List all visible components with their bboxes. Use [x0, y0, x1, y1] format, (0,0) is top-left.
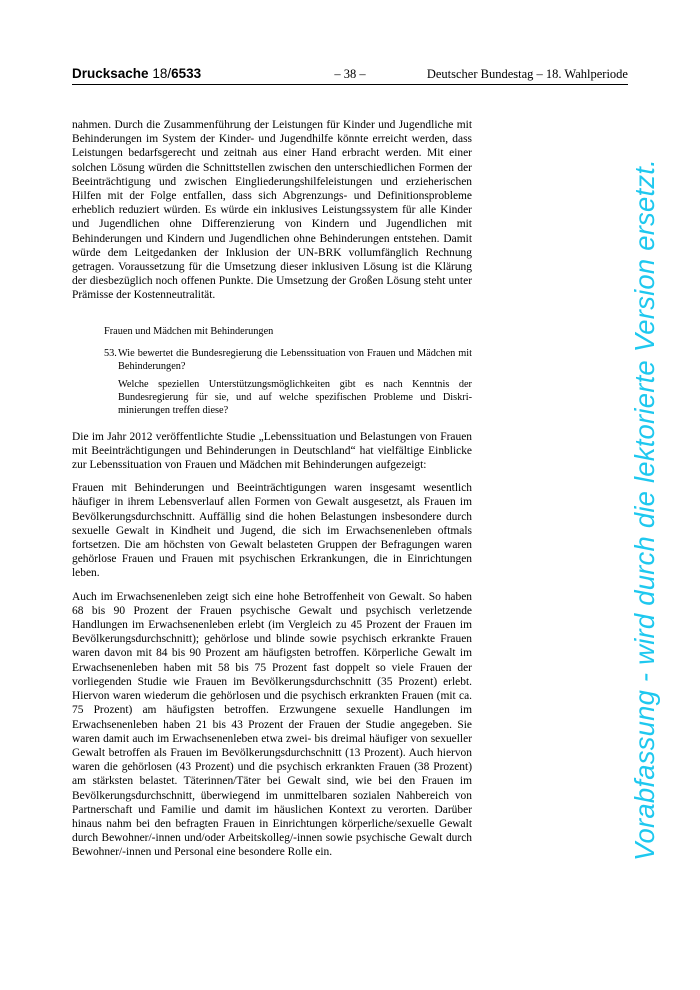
paragraph: Auch im Erwachsenenleben zeigt sich eine hohe Betroffenheit von Gewalt. So haben 68 bis 90 Prozent der Frauen psychische Gewalt und psychisch verletzende Handlungen im Erwachsenenleben erlebt (im Vergleich zu 45 Prozent der Frauen im Bevölkerungsdurchschnitt); gehörlose und blinde sowie psychisch erkrankte Frauen waren davon mit 84 bis 90 Prozent am häufigsten betroffen. Körperliche Gewalt im Erwachsenenleben haben mit 58 bis 75 Prozent fast doppelt so viele Frauen der vorliegenden Studie wie Frauen im Bevölkerungsdurchschnitt (35 Prozent) erlebt. Hiervon waren wiederum die gehörlosen und die psychisch erkrankten Frauen (mit ca. 75 Prozent) am häufigsten betroffen. Erzwungene sexuelle Handlungen im Erwachsenenleben haben 21 bis 43 Prozent der Frauen der Studie angegeben. Sie waren damit auch im Erwachsenenleben etwa zwei- bis dreimal häufiger von sexueller Gewalt betroffen als Frauen im Bevölkerungsdurchschnitt (13 Prozent). Auch hiervon waren die gehörlosen (43 Prozent) und die psychisch erkrankten Frauen (38 Prozent) am stärksten belastet. Täterinnen/Täter bei Gewalt sind, wie bei den Frauen im Bevölkerungsdurchschnitt, überwiegend im unmittelbaren sozialen Nahbereich von Partnerschaft und Familie und damit im häuslichen Kontext zu verorten. Darüber hinaus nahm bei den befragten Frauen in Einrichtungen körperliche/sexuelle Gewalt durch Bewohner/-innen und/oder Arbeitskolleg/-innen sowie psychische Gewalt durch Bewohner/-innen und Personal eine besondere Rolle ein. [72, 590, 472, 859]
page-number: – 38 – [334, 67, 366, 81]
paragraph: Frauen mit Behinderungen und Beeinträchtigungen waren insgesamt wesentlich häufiger in ihrem Lebensverlauf allen Formen von Gewalt ausgesetzt, als Frauen im Bevölkerungsdurchschnitt. Auffällig sind die hohen Belastungen insbesondere durch sexuelle Gewalt in Kindheit und Jugend, die sich im Erwachsenenleben oftmals fortsetzen. Die am höchsten von Gewalt belasteten Gruppen der Befragungen waren gehörlose Frauen und Frauen mit psychischen Erkrankungen, die in Einrichtungen leben. [72, 482, 472, 580]
paragraph: nahmen. Durch die Zusammenführung der Leistungen für Kinder und Jugendliche mit Behinderungen im System der Kinder- und Jugendhilfe könnte erreicht werden, dass Leistungen bedarfsgerecht und zeitnah aus einer Hand erbracht werden. Mit einer solchen Lösung würden die Schnittstellen zwischen den unterschiedlichen Formen der Beeinträchtigung und zwischen Eingliederungshilfeleistungen und erzieherischen Hilfen mit der Folge entfallen, dass sich Abgrenzungs- und Definitionsprobleme erheblich reduziert würden. Es würde ein inklusives Leistungssystem für alle Kinder und Jugendlichen ohne Differenzierung von Kindern und Jugendlichen mit Behinderungen und Kindern und Jugendlichen ohne Behinderungen entstehen. Damit würde dem Leitgedanken der Inklusion der UN-BRK vollumfänglich Rechnung getragen. Voraussetzung für die Umsetzung dieser inklusiven Lösung ist die Klärung der diesbezüglich noch offenen Punkte. Die Umsetzung der Großen Lösung steht unter Prämisse der Kostenneutralität. [72, 119, 472, 302]
question-number: 53. [104, 347, 117, 359]
doc-number-prefix: 18/ [152, 66, 172, 81]
question-part: Wie bewertet die Bundesregierung die Lebenssituation von Frauen und Mädchen mit Behinderungen? [118, 347, 472, 372]
page-header [72, 66, 628, 85]
document-body [72, 118, 472, 869]
doc-number: 6533 [171, 66, 202, 81]
question-block [72, 347, 472, 422]
publisher: Deutscher Bundestag – 18. Wahlperiode [426, 67, 628, 81]
watermark-text: Vorabfassung - wird durch die lektorierte Version ersetzt. [629, 159, 660, 861]
question-part: Welche speziellen Unterstützungsmöglichkeiten gibt es nach Kenntnis der Bundesregierung für sie, und auf welche spezifischen Probleme und Diskriminierungen treffen diese? [118, 378, 472, 416]
doc-label: Drucksache [72, 66, 149, 81]
section-title: Frauen und Mädchen mit Behinderungen [104, 325, 274, 337]
watermark [620, 110, 670, 910]
paragraph: Die im Jahr 2012 veröffentlichte Studie „Lebenssituation und Belastungen von Frauen mit Beeinträchtigungen und Behinderungen in Deutschland“ hat vielfältige Einblicke zur Lebenssituation von Frauen und Mädchen mit Behinderungen aufgezeigt: [72, 430, 472, 472]
question-text [118, 347, 472, 422]
